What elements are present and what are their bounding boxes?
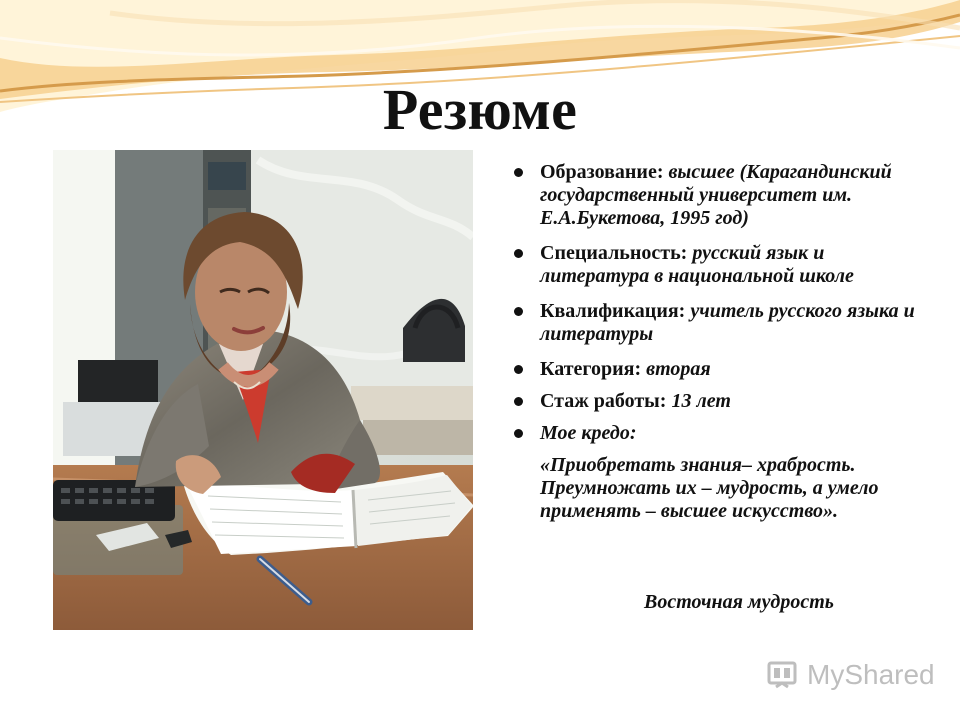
bullet-dot-icon — [514, 249, 523, 258]
education-label: Образование: — [540, 161, 664, 183]
bullet-dot-icon — [514, 397, 523, 406]
portrait-photo — [53, 150, 473, 630]
category-item — [511, 358, 921, 381]
credo-value: Мое кредо: — [540, 422, 637, 444]
watermark — [765, 655, 935, 695]
bullet-dot-icon — [514, 307, 523, 316]
education-item — [511, 161, 921, 230]
presentation-icon — [765, 658, 799, 692]
credo-item — [511, 422, 921, 445]
specialty-value: русский язык и литература в национальной школе — [540, 242, 854, 287]
category-value: вторая — [646, 358, 711, 380]
credo-quote: «Приобретать знания– храбрость. Преумножать их – мудрость, а умело применять – высшее искусство». — [540, 454, 879, 522]
quote-author: Восточная мудрость — [644, 591, 834, 613]
qualification-value: учитель русского языка и литературы — [540, 300, 915, 345]
education-value: высшее (Карагандинский государственный университет им. Е.А.Букетова, 1995 год) — [540, 161, 892, 229]
experience-value: 13 лет — [671, 390, 731, 412]
resume-content — [511, 161, 921, 613]
specialty-item — [511, 242, 921, 288]
qualification-item — [511, 300, 921, 346]
category-label: Категория: — [540, 358, 642, 380]
experience-label: Стаж работы: — [540, 390, 667, 412]
resume-details-list — [511, 161, 921, 445]
bullet-dot-icon — [514, 365, 523, 374]
specialty-label: Специальность: — [540, 242, 688, 264]
experience-item — [511, 390, 921, 413]
watermark-text: MyShared — [807, 659, 935, 690]
slide-title: Резюме — [382, 77, 578, 142]
qualification-label: Квалификация: — [540, 300, 686, 322]
bullet-dot-icon — [514, 168, 523, 177]
bullet-dot-icon — [514, 429, 523, 438]
